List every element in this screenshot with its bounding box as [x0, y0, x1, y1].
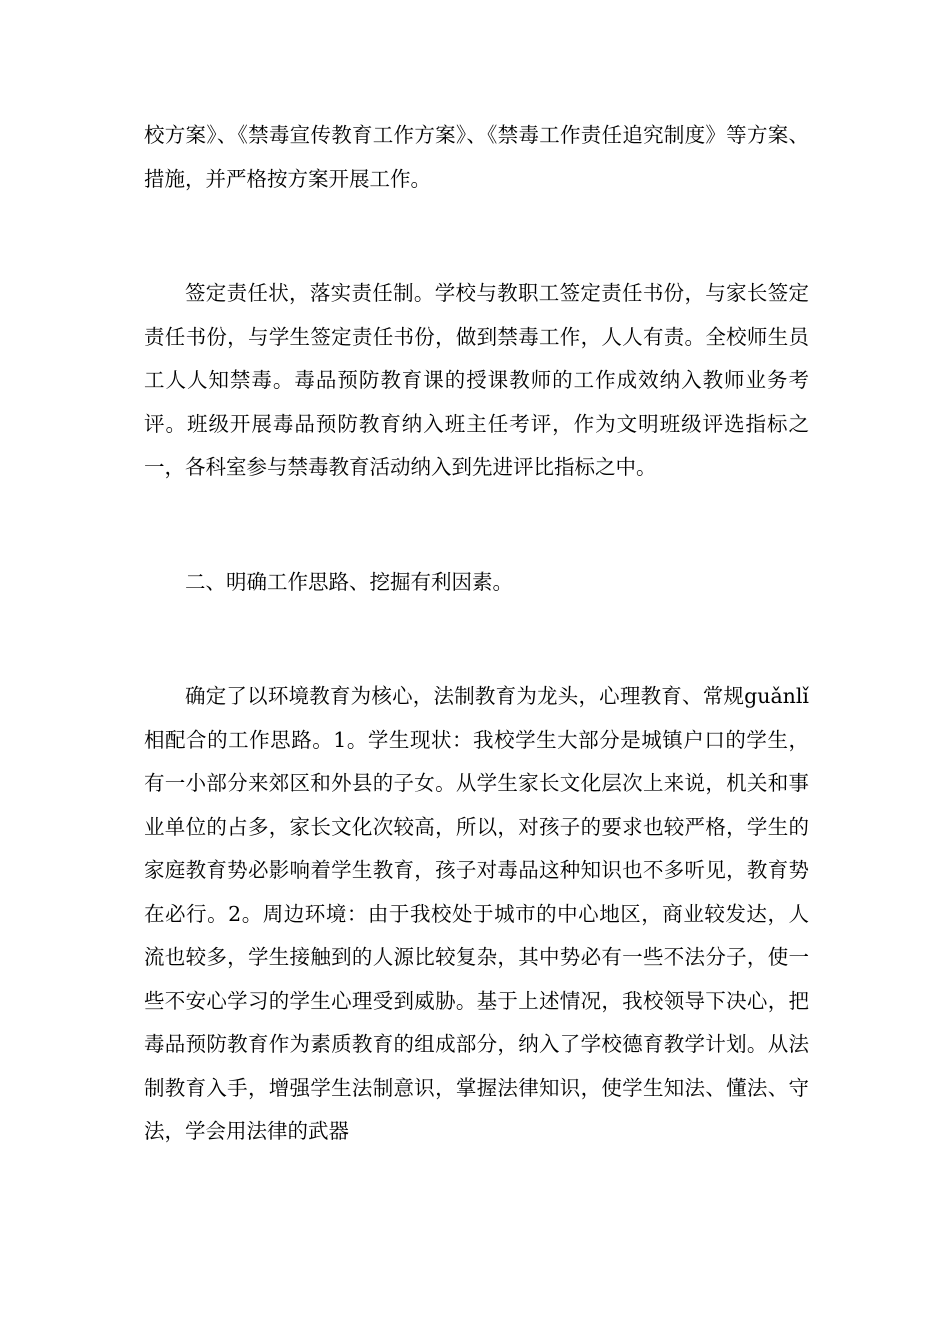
section-heading: 二、明确工作思路、挖掘有利因素。 [185, 569, 513, 594]
paragraph-work-approach: 确定了以环境教育为核心，法制教育为龙头，心理教育、常规guǎnlǐ相配合的工作思路。1。学生现状：我校学生大部分是城镇户口的学生，有一小部分来郊区和外县的子女。从学生家长文化层次上来说，机关和事业单位的占多，家长文化次较高，所以，对孩子的要求也较严格，学生的家庭教育势必影响着学生教育，孩子对毒品这种知识也不多听见，教育势在必行。2。周边环境：由于我校处于城市的中心地区，商业较发达，人流也较多，学生接触到的人源比较复杂，其中势必有一些不法分子，使一些不安心学习的学生心理受到威胁。基于上述情况，我校领导下决心，把毒品预防教育作为素质教育的组成部分，纳入了学校德育教学计划。从法制教育入手，增强学生法制意识，掌握法律知识，使学生知法、懂法、守法，学会用法律的武器 [144, 684, 809, 1143]
document-page [144, 114, 809, 1154]
paragraph-gap [144, 604, 809, 675]
paragraph-gap [144, 490, 809, 561]
paragraph-plan-list: 校方案》、《禁毒宣传教育工作方案》、《禁毒工作责任追究制度》等方案、措施，并严格按方案开展工作。 [144, 123, 809, 191]
paragraph-gap [144, 201, 809, 272]
paragraph-responsibility: 签定责任状，落实责任制。学校与教职工签定责任书份，与家长签定责任书份，与学生签定责任书份，做到禁毒工作，人人有责。全校师生员工人人知禁毒。毒品预防教育课的授课教师的工作成效纳入教师业务考评。班级开展毒品预防教育纳入班主任考评，作为文明班级评选指标之一，各科室参与禁毒教育活动纳入到先进评比指标之中。 [144, 281, 809, 479]
